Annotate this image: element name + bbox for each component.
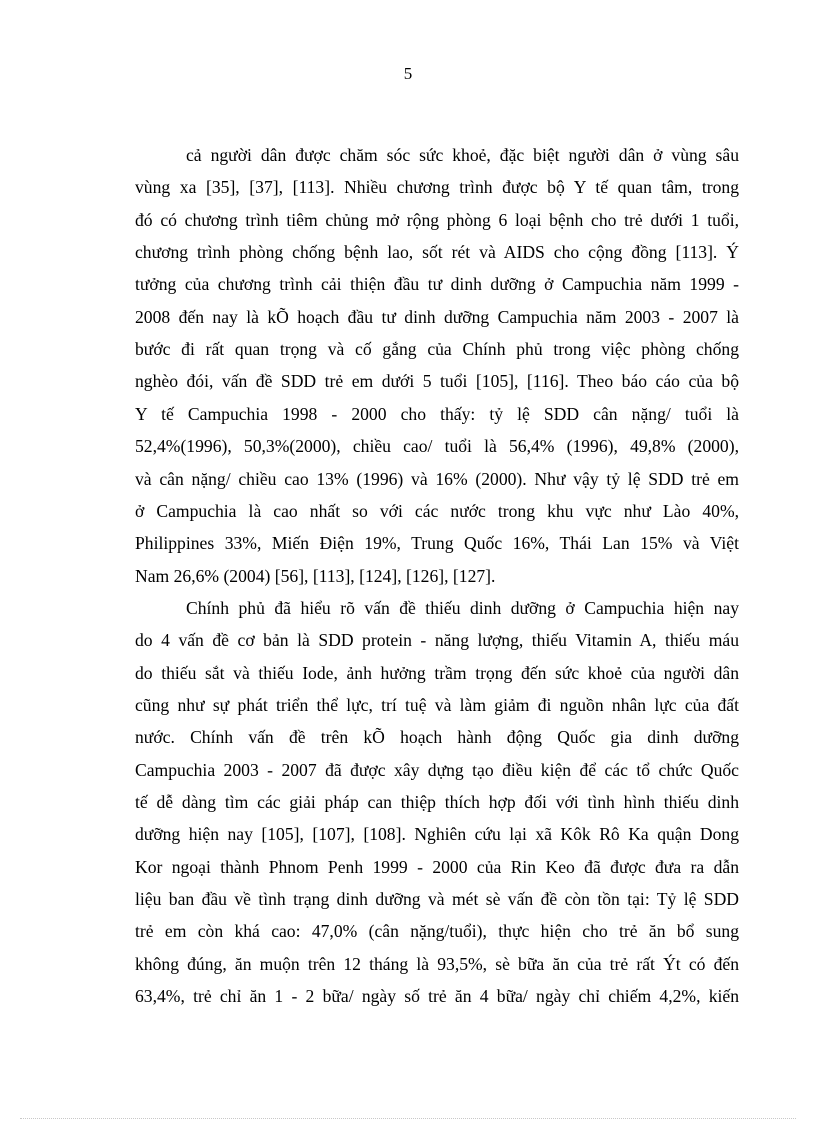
text-line: 52,4%(1996), 50,3%(2000), chiều cao/ tuổi là 56,4% (1996), 49,8% (2000), (135, 436, 739, 456)
text-line: và cân nặng/ chiều cao 13% (1996) và 16% (2000). Như vậy tỷ lệ SDD trẻ em (135, 469, 739, 489)
page-number: 5 (403, 64, 413, 83)
text-line: Philippines 33%, Miến Điện 19%, Trung Quốc 16%, Thái Lan 15% và Việt (135, 533, 739, 553)
text-line: không đúng, ăn muộn trên 12 tháng là 93,5%, sè bữa ăn của trẻ rất Ýt có đến (135, 954, 739, 974)
text-line: vùng xa [35], [37], [113]. Nhiều chương trình được bộ Y tế quan tâm, trong (135, 177, 739, 197)
text-line: Campuchia 2003 - 2007 đã được xây dựng tạo điều kiện để các tổ chức Quốc (135, 760, 739, 780)
text-line: tế dễ dàng tìm các giải pháp can thiệp thích hợp đối với tình hình thiếu dinh (135, 792, 739, 812)
text-line: cả người dân được chăm sóc sức khoẻ, đặc biệt người dân ở vùng sâu (186, 145, 739, 165)
text-line: nghèo đói, vấn đề SDD trẻ em dưới 5 tuổi [105], [116]. Theo báo cáo của bộ (135, 371, 739, 391)
page-bottom-rule (20, 1118, 796, 1119)
text-line: trẻ em còn khá cao: 47,0% (cân nặng/tuổi), thực hiện cho trẻ ăn bổ sung (135, 921, 739, 941)
text-line: do 4 vấn đề cơ bản là SDD protein - năng lượng, thiếu Vitamin A, thiếu máu (135, 630, 739, 650)
text-line: liệu ban đầu về tình trạng dinh dưỡng và mét sè vấn đề còn tồn tại: Tỷ lệ SDD (135, 889, 739, 909)
text-line: nước. Chính vấn đề trên kÕ hoạch hành động Quốc gia dinh dưỡng (135, 727, 739, 747)
text-line: do thiếu sắt và thiếu Iode, ảnh hưởng trầm trọng đến sức khoẻ của người dân (135, 663, 739, 683)
text-line: Nam 26,6% (2004) [56], [113], [124], [126], [127]. (135, 566, 496, 586)
text-line: dưỡng hiện nay [105], [107], [108]. Nghiên cứu lại xã Kôk Rô Ka quận Dong (135, 824, 739, 844)
text-line: chương trình phòng chống bệnh lao, sốt rét và AIDS cho cộng đồng [113]. Ý (135, 242, 739, 262)
text-line: bước đi rất quan trọng và cố gắng của Chính phủ trong việc phòng chống (135, 339, 739, 359)
text-line: Chính phủ đã hiểu rõ vấn đề thiếu dinh dưỡng ở Campuchia hiện nay (186, 598, 739, 618)
text-line: đó có chương trình tiêm chủng mở rộng phòng 6 loại bệnh cho trẻ dưới 1 tuổi, (135, 210, 739, 230)
text-line: cũng như sự phát triển thể lực, trí tuệ và làm giảm đi nguồn nhân lực của đất (135, 695, 739, 715)
text-line: Kor ngoại thành Phnom Penh 1999 - 2000 của Rin Keo đã được đưa ra dẫn (135, 857, 739, 877)
text-line: Y tế Campuchia 1998 - 2000 cho thấy: tỷ lệ SDD cân nặng/ tuổi là (135, 404, 739, 424)
text-line: tưởng của chương trình cải thiện đầu tư dinh dưỡng ở Campuchia năm 1999 - (135, 274, 739, 294)
text-line: ở Campuchia là cao nhất so với các nước trong khu vực như Lào 40%, (135, 501, 739, 521)
text-line: 2008 đến nay là kÕ hoạch đầu tư dinh dưỡng Campuchia năm 2003 - 2007 là (135, 307, 739, 327)
text-line: 63,4%, trẻ chỉ ăn 1 - 2 bữa/ ngày số trẻ ăn 4 bữa/ ngày chỉ chiếm 4,2%, kiến (135, 986, 739, 1006)
